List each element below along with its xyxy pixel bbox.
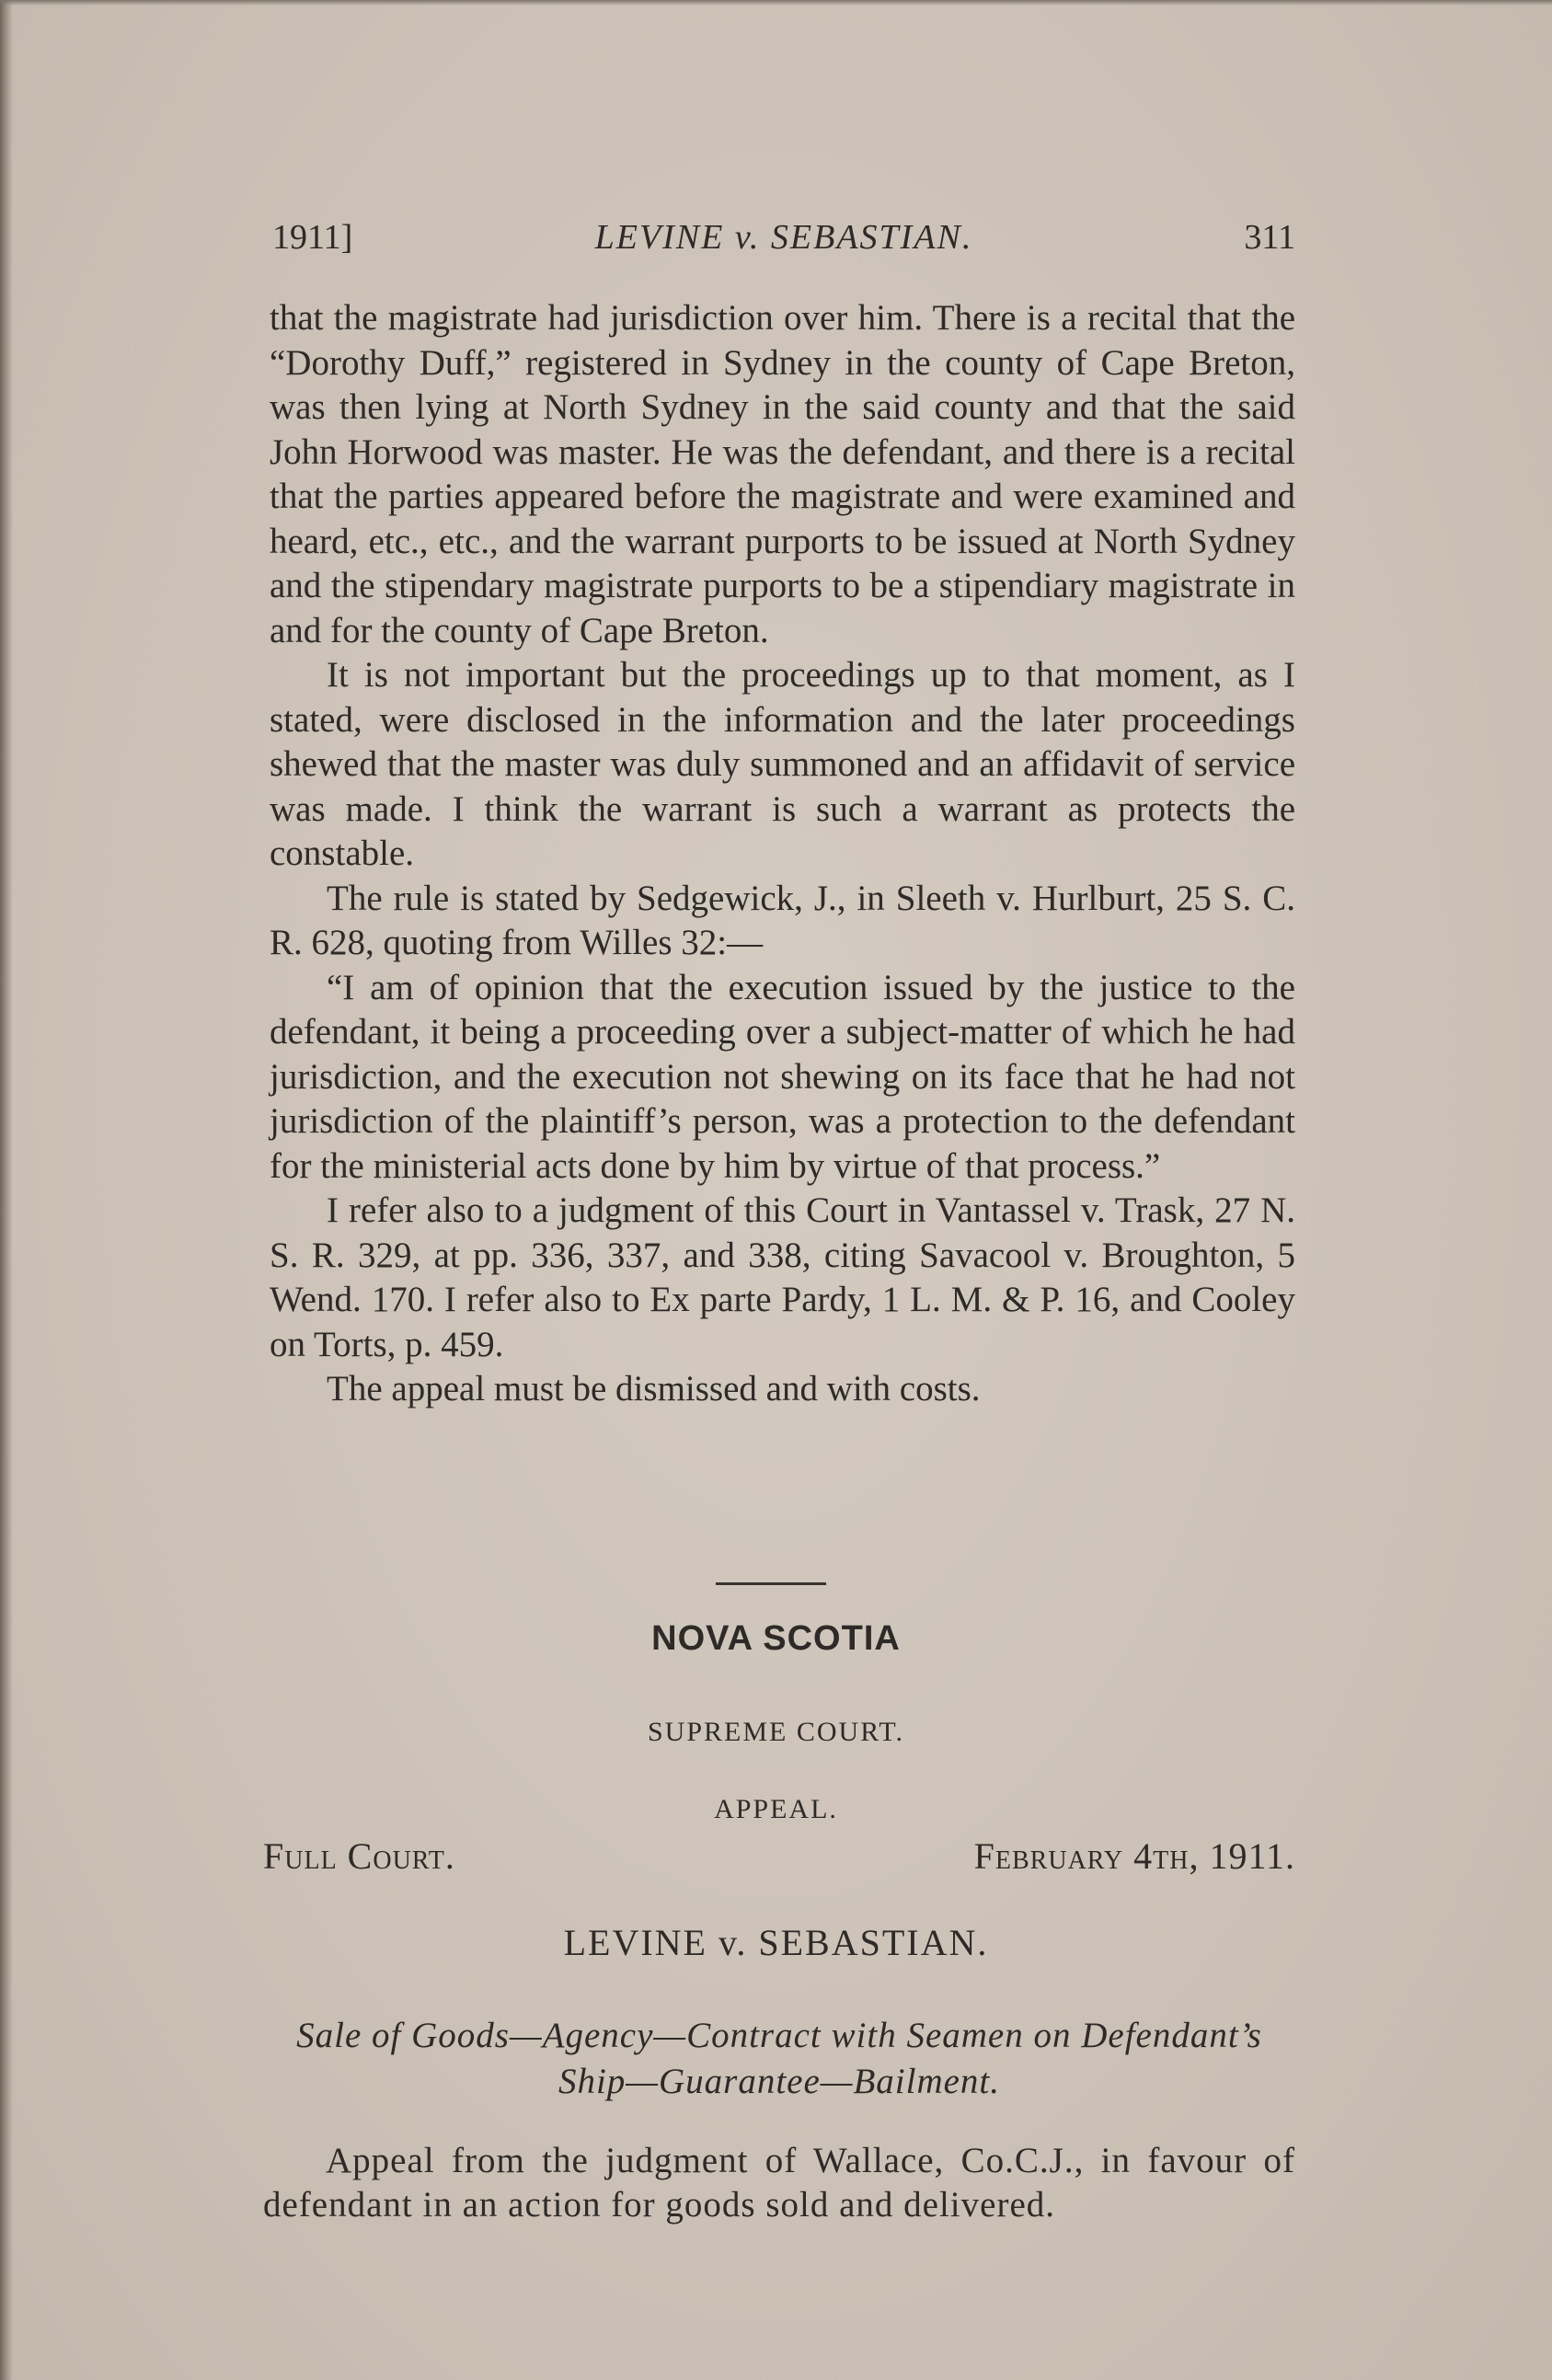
appeal-intro-text: Appeal from the judgment of Wallace, Co.C.J., in favour of defendant in an action for goods sold and delivered. [263,2141,1295,2225]
section-divider [716,1582,826,1585]
header-year: 1911] [272,218,353,257]
paragraph-references: I refer also to a judgment of this Court in Vantassel v. Trask, 27 N. S. R. 329, at pp. 336, 337, and 338, citing Savacool v. Broughton, 5 Wend. 170. I refer also to Ex parte Pardy, 1 L. M. & P. 16, and Cooley on Torts, p. 459. [270,1190,1295,1364]
page-binding-edge [0,0,13,2380]
province-heading: NOVA SCOTIA [651,1619,901,1658]
paragraph-proceedings: It is not important but the proceedings up to that moment, as I stated, were disclosed in the information and the later proceedings shewed that the master was duly summoned and an affidavit of service was made. I think the warrant is such a warrant as protects the constable. [270,655,1295,873]
page-top-edge [0,0,1552,6]
page-number: 311 [1244,218,1295,257]
judgment-text [270,296,1295,1412]
paragraph-disposition: The appeal must be dismissed and with costs. [327,1369,981,1408]
bench-date-line [263,1834,1295,1880]
paragraph-rule: The rule is stated by Sedgewick, J., in Sleeth v. Hurlburt, 25 S. C. R. 628, quoting from Willes 32:— [270,878,1295,962]
decision-date: February 4th, 1911. [973,1835,1295,1877]
case-name: LEVINE v. SEBASTIAN. [563,1922,989,1963]
proceeding-heading: APPEAL. [714,1794,838,1824]
paragraph-recital: that the magistrate had jurisdiction over him. There is a recital that the “Dorothy Duff,” registered in Sydney in the county of Cape Breton, was then lying at North Sydney in the said county and that the said John Horwood was master. He was the defendant, and there is a recital that the parties appeared before the magistrate and were examined and heard, etc., etc., and the warrant purports to be issued at North Sydney and the stipendary magistrate purports to be a stipendiary magistrate in and for the county of Cape Breton. [270,298,1295,650]
running-header [272,217,1295,263]
bench-label: Full Court. [263,1835,455,1877]
running-title: LEVINE v. SEBASTIAN. [594,218,973,257]
catchwords: Sale of Goods—Agency—Contract with Seamen on Defendant’s Ship—Guarantee—Bailment. [296,2016,1262,2101]
court-heading: SUPREME COURT. [647,1717,904,1747]
appeal-intro [263,2139,1295,2227]
paragraph-quotation: “I am of opinion that the execution issued by the justice to the defendant, it being a proceeding over a subject-matter of which he had jurisdiction, and the execution not shewing on its face that he had not jurisdiction of the plaintiff’s person, was a protection to the defendant for the ministerial acts done by him by virtue of that process.” [270,967,1295,1186]
